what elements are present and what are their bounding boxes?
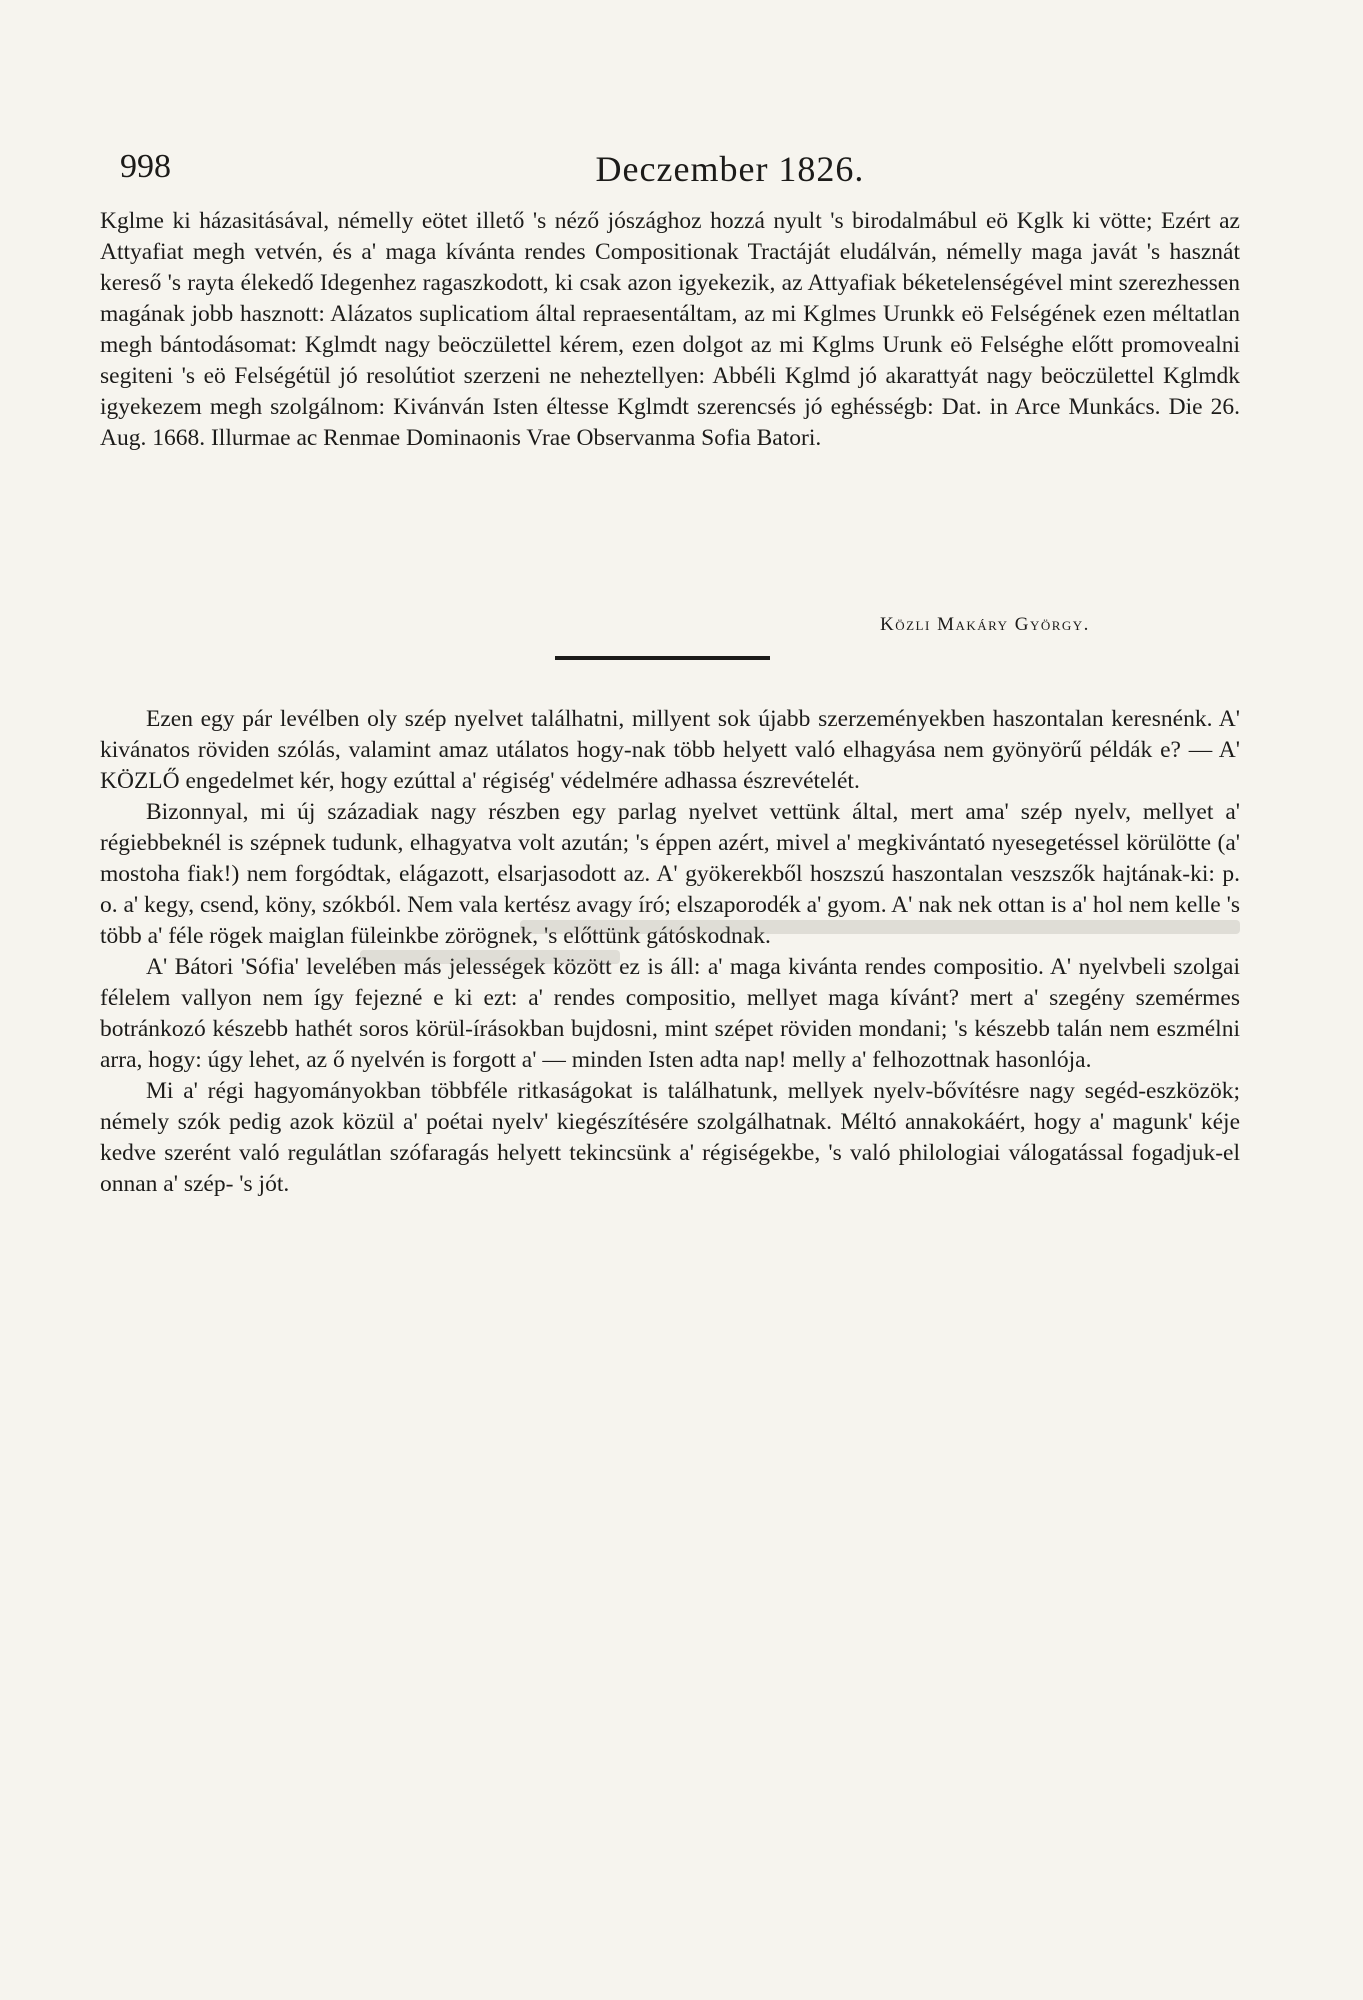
ink-smudge xyxy=(520,920,1240,934)
essay-body xyxy=(100,704,1240,1200)
essay-paragraph-2: Bizonnyal, mi új századiak nagy részben egy parlag nyelvet vettünk által, mert ama' szép nyelv, mellyet a' régiebbeknél is szépnek tudunk, elhagyatva volt azután; 's éppen azért, mivel a' megkivántató nyesegetéssel körülötte (a' mostoha fiak!) nem forgódtak, elágazott, elsarjasodott az. A' gyökerekből hoszszú haszontalan veszszők hajtának-ki: p. o. a' kegy, csend, köny, szókból. Nem vala kertész avagy író; elszaporodék a' gyom. A' nak nek ottan is a' hol nem kelle 's több a' féle rögek maiglan füleinkbe zörögnek, 's előttünk gátóskodnak. xyxy=(100,799,1240,949)
page-number: 998 xyxy=(120,148,171,185)
ink-smudge xyxy=(360,950,620,964)
contributor-signature: Közli Makáry György. xyxy=(880,614,1090,635)
letter-body xyxy=(100,206,1240,454)
running-title: Deczember 1826. xyxy=(595,149,865,189)
essay-paragraph-4: Mi a' régi hagyományokban többféle ritkaságokat is találhatunk, mellyek nyelv-bővítésre nagy segéd-eszközök; némely szók pedig azok közül a' poétai nyelv' kiegészítésére szolgálhatnak. Méltó annakokáért, hogy a' magunk' kéje kedve szerént való regulátlan szófaragás helyett tekincsünk a' régiségekbe, 's való philologiai válogatással fogadjuk-el onnan a' szép- 's jót. xyxy=(100,1078,1240,1197)
essay-paragraph-1: Ezen egy pár levélben oly szép nyelvet találhatni, millyent sok újabb szerzeményekben haszontalan keresnénk. A' kivánatos röviden szólás, valamint amaz utálatos hogy-nak több helyett való elhagyása nem gyönyörű példák e? — A' KÖZLŐ engedelmet kér, hogy ezúttal a' régiség' védelmére adhassa észrevételét. xyxy=(100,706,1240,794)
letter-paragraph: Kglme ki házasitásával, némelly eötet illető 's néző jószághoz hozzá nyult 's birodalmábul eö Kglk ki vötte; Ezért az Attyafiat megh vetvén, és a' maga kívánta rendes Compositionak Tractáját eludálván, némelly maga javát 's hasznát kereső 's rayta élekedő Idegenhez ragaszkodott, ki csak azon igyekezik, az Attyafiak béketelenségével mint szerezhessen magának jobb hasznott: Alázatos suplicatiom által repraesentáltam, az mi Kglmes Urunkk eö Felségének ezen méltatlan megh bántodásomat: Kglmdt nagy beöczülettel kérem, ezen dolgot az mi Kglms Urunk eö Felséghe előtt promovealni segiteni 's eö Felségétül jó resolútiot szerzeni ne neheztellyen: Abbéli Kglmd jó akarattyát nagy beöczülettel Kglmdk igyekezem megh szolgálnom: Kivánván Isten éltesse Kglmdt szerencsés jó eghésségb: Dat. in Arce Munkács. Die 26. Aug. 1668. Illurmae ac Renmae Dominaonis Vrae Observanma Sofia Batori. xyxy=(100,208,1240,451)
page-header xyxy=(120,148,1240,192)
essay-paragraph-3: A' Bátori 'Sófia' levelében más jelességek között ez is áll: a' maga kivánta rendes compositio. A' nyelvbeli szolgai félelem vallyon nem így fejezné e ki ezt: a' rendes compositio, mellyet maga kívánt? mert a' szegény szemérmes botránkozó készebb hathét soros körül-írásokban bujdosni, mint szépet röviden mondani; 's készebb talán nem eszmélni arra, hogy: úgy lehet, az ő nyelvén is forgott a' — minden Isten adta nap! melly a' felhozottnak hasonlója. xyxy=(100,954,1240,1073)
section-divider xyxy=(555,656,770,660)
